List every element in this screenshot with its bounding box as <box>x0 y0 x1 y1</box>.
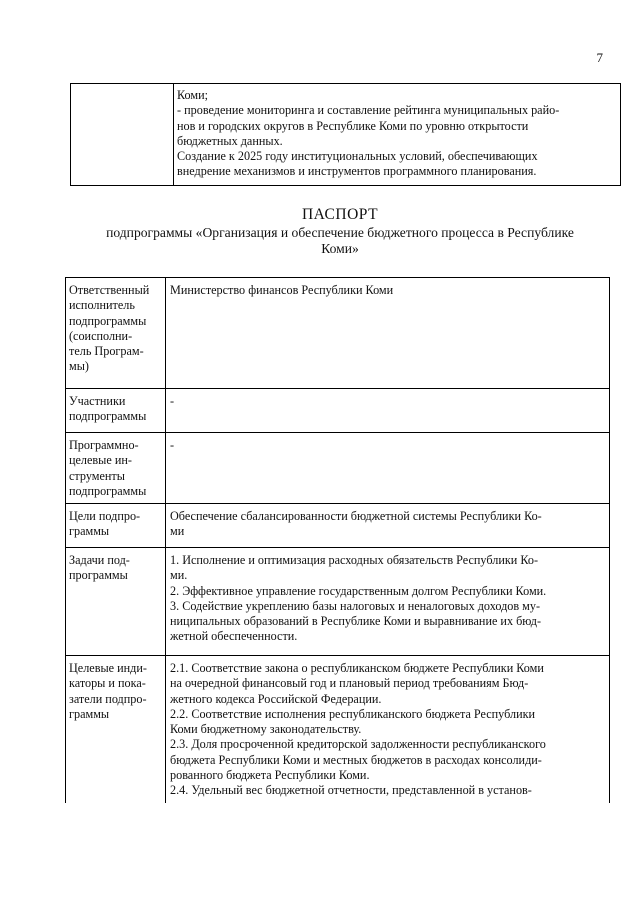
label-line: каторы и пока- <box>69 676 146 691</box>
label-cell <box>66 433 166 504</box>
passport-heading <box>60 207 620 257</box>
label-cell <box>66 548 166 656</box>
label-line: Цели подпро- <box>69 509 141 523</box>
value-line: 3. Содействие укреплению базы налоговых и неналоговых доходов му- <box>170 598 541 613</box>
label-line: Ответственный <box>69 283 150 297</box>
value-cell <box>166 389 610 433</box>
value-cell <box>166 504 610 548</box>
text-line: Создание к 2025 году институциональных условий, обеспечивающих <box>177 149 538 164</box>
label-cell <box>66 504 166 548</box>
label-line: подпрограммы <box>69 483 147 498</box>
passport-title: ПАСПОРТ <box>301 206 379 223</box>
value-line: 2.4. Удельный вес бюджетной отчетности, представленной в установ- <box>170 783 532 798</box>
table-row <box>66 656 610 804</box>
value-line: 2.2. Соответствие исполнения республиканского бюджета Республики <box>170 706 536 721</box>
value-line: Министерство финансов Республики Коми <box>170 283 394 297</box>
value-line: 2. Эффективное управление государственным долгом Республики Коми. <box>170 583 547 598</box>
label-cell <box>66 656 166 804</box>
value-line: ниципальных образований в Республике Коми и выравнивание их бюд- <box>170 614 542 629</box>
value-cell <box>166 656 610 804</box>
value-line: - <box>170 438 175 452</box>
label-cell <box>66 389 166 433</box>
value-cell <box>166 433 610 504</box>
value-line: ми. <box>170 568 188 583</box>
value-line: рованного бюджета Республики Коми. <box>170 768 370 783</box>
text-line: Коми; <box>177 88 209 102</box>
value-line: бюджета Республики Коми и местных бюджетов в расходах консолиди- <box>170 752 542 767</box>
passport-subtitle-line2: Коми» <box>321 241 359 256</box>
label-line: граммы <box>69 706 110 721</box>
right-cell <box>174 84 621 186</box>
label-line: подпрограммы <box>69 313 147 328</box>
value-line: 2.1. Соответствие закона о республиканском бюджете Республики Коми <box>170 661 544 675</box>
label-line: Программно- <box>69 438 139 452</box>
page-number: 7 <box>596 50 603 65</box>
text-line: нов и городских округов в Республике Коми по уровню открытости <box>177 118 529 133</box>
label-line: исполнитель <box>69 298 135 313</box>
label-line: затели подпро- <box>69 691 147 706</box>
label-line: подпрограммы <box>69 409 147 424</box>
left-cell-empty <box>71 84 174 186</box>
table-row <box>71 84 621 186</box>
passport-subtitle-line1: подпрограммы «Организация и обеспечение бюджетного процесса в Республике <box>106 225 574 240</box>
table-row <box>66 278 610 389</box>
table-row <box>66 389 610 433</box>
label-line: граммы <box>69 524 110 539</box>
label-line: целевые ин- <box>69 453 132 468</box>
value-line: Коми бюджетному законодательству. <box>170 722 362 737</box>
value-cell <box>166 278 610 389</box>
value-line: ми <box>170 524 185 539</box>
passport-table <box>65 277 610 803</box>
label-line: Участники <box>69 394 126 408</box>
table-row <box>66 433 610 504</box>
value-line: жетной обеспеченности. <box>170 629 298 644</box>
value-line: - <box>170 394 175 408</box>
value-line: Обеспечение сбалансированности бюджетной системы Республики Ко- <box>170 509 542 523</box>
label-cell <box>66 278 166 389</box>
value-line: 1. Исполнение и оптимизация расходных обязательств Республики Ко- <box>170 553 539 567</box>
value-line: на очередной финансовый год и плановый период требованиям Бюд- <box>170 676 529 691</box>
table-row <box>66 504 610 548</box>
label-line: тель Програм- <box>69 344 144 359</box>
label-line: Целевые инди- <box>69 661 147 675</box>
value-line: 2.3. Доля просроченной кредиторской задолженности республиканского <box>170 737 546 752</box>
label-line: мы) <box>69 359 89 374</box>
label-line: струменты <box>69 468 125 483</box>
text-line: бюджетных данных. <box>177 133 283 148</box>
table-row <box>66 548 610 656</box>
text-line: - проведение мониторинга и составление рейтинга муниципальных райо- <box>177 103 560 118</box>
continuation-table <box>70 83 621 186</box>
value-cell <box>166 548 610 656</box>
label-line: (соисполни- <box>69 328 133 343</box>
label-line: программы <box>69 568 128 583</box>
text-line: внедрение механизмов и инструментов программного планирования. <box>177 164 537 179</box>
label-line: Задачи под- <box>69 553 130 567</box>
value-line: жетного кодекса Российской Федерации. <box>170 691 382 706</box>
